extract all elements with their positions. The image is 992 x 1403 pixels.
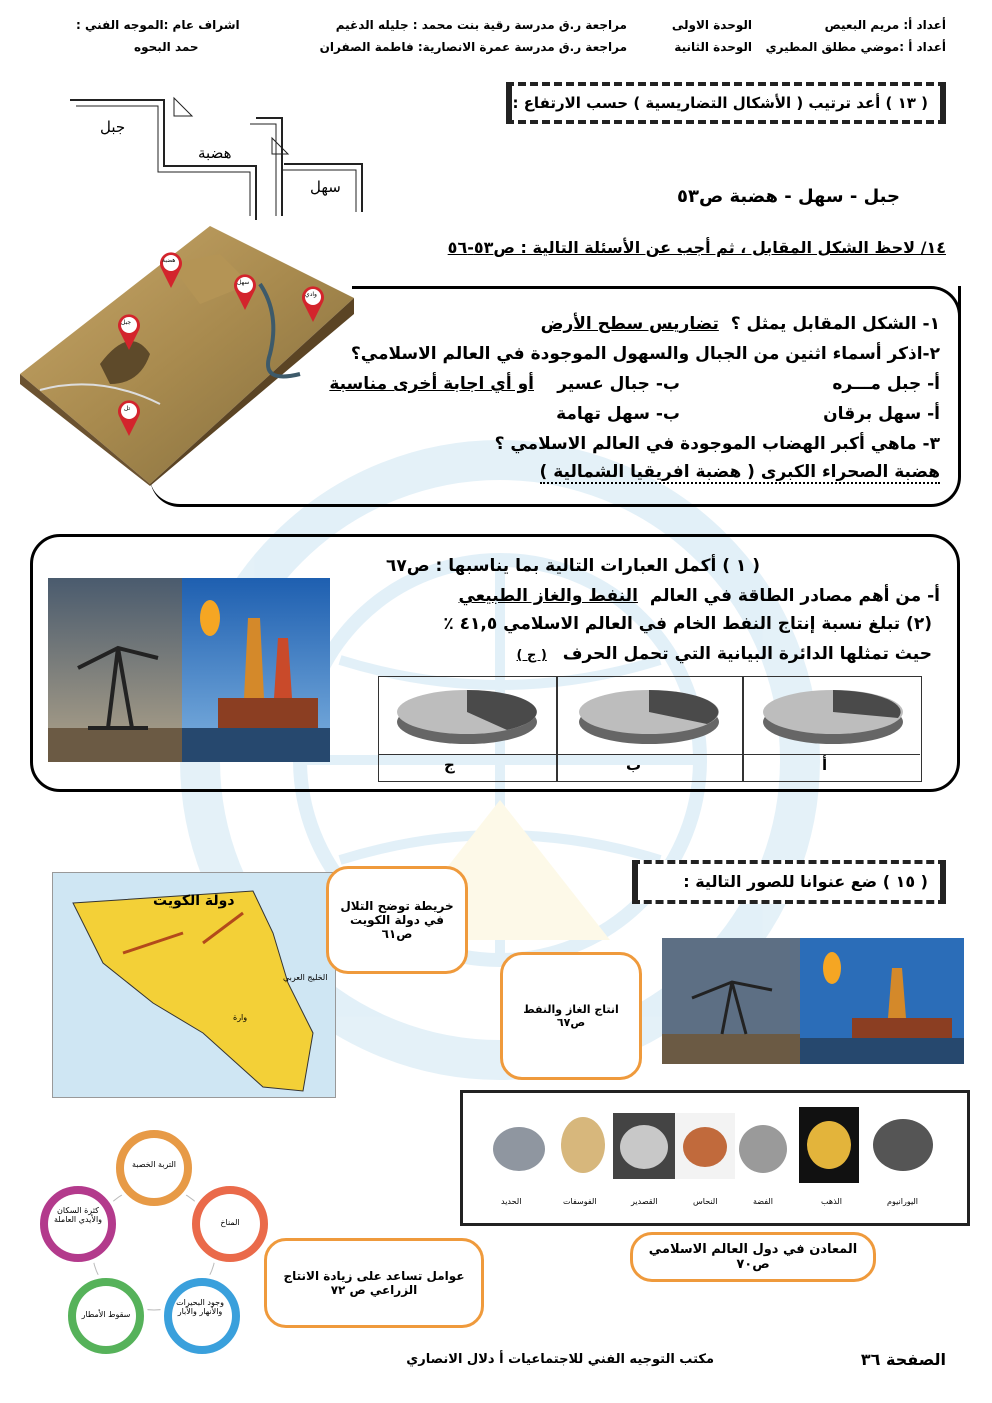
terrain-pin-hill <box>116 398 142 436</box>
agri-petal-soil: التربة الخصبة <box>131 1160 176 1169</box>
mineral-label: الفوسفات <box>563 1197 597 1206</box>
pie-label-b: ب <box>626 756 642 774</box>
terrain-pin-plateau <box>158 250 184 288</box>
mineral-label: الذهب <box>821 1197 842 1206</box>
pie-chart-a <box>758 682 908 748</box>
q14-line1-question: ١- الشكل المقابل يمثل ؟ <box>730 314 940 334</box>
pie-cell-divider <box>378 754 920 755</box>
kuwait-map-gulf: الخليج العربي <box>283 973 328 982</box>
q14-line1 <box>541 314 940 334</box>
complete-line-a-answer: النفط والغاز الطبيعي <box>458 586 638 606</box>
pin-label: سهل <box>237 279 250 286</box>
step-label-plain: سهل <box>310 178 341 196</box>
pin-label: تل <box>124 405 131 412</box>
complete-line-a <box>458 586 940 606</box>
step-label-plateau: هضبة <box>198 144 232 162</box>
minerals-caption: المعادن في دول العالم الاسلامي ص٧٠ <box>630 1232 876 1282</box>
complete-line-2: (٢) تبلغ نسبة إنتاج النفط الخام في العالم الاسلامي ٤١,٥ ٪ <box>443 614 932 634</box>
complete-line-3-answer: ( ج ) <box>516 648 547 663</box>
pie-chart-c <box>392 682 542 748</box>
q15-prompt: ( ١٥ ) ضع عنوانا للصور التالية : <box>632 860 946 904</box>
q14-prompt: ١٤/ لاحظ الشكل المقابل ، ثم أجب عن الأسئلة التالية : ص٥٣-٥٦ <box>447 238 946 257</box>
q14-line3-b: ب- جبال عسير <box>557 374 680 394</box>
oil-caption: انتاج الغاز والنفط ص٦٧ <box>500 952 642 1080</box>
terrain-pin-plain <box>232 272 258 310</box>
q14-line4-a: أ- سهل برقان <box>823 404 940 424</box>
kuwait-map-title: دولة الكويت <box>153 893 235 909</box>
header-prep-a: أعداد أ: مريم البعيص <box>824 18 946 32</box>
agri-caption: عوامل تساعد على زيادة الانتاج الزراعي ص ٧٢ <box>264 1238 484 1328</box>
pin-label: وادي <box>305 291 317 298</box>
header-review2: مراجعة ر.ق مدرسة عمرة الانصارية: فاطمة الصفران <box>319 40 627 54</box>
terrain-pin-mountain <box>116 312 142 350</box>
complete-title: ( ١ ) أكمل العبارات التالية بما يناسبها : ص٦٧ <box>385 556 760 576</box>
mineral-label: القصدير <box>631 1197 658 1206</box>
agri-petal-water: وجود البحيرات والأنهار والآبار <box>176 1298 224 1316</box>
mineral-label: اليورانيوم <box>887 1197 919 1206</box>
q14-line5: ٣- ماهي أكبر الهضاب الموجودة في العالم الاسلامي ؟ <box>494 434 940 454</box>
footer-page: الصفحة ٣٦ <box>860 1350 946 1369</box>
header-prep-b: أعداد أ :موضي مطلق المطيري <box>765 40 946 54</box>
oil-photo-top <box>48 578 330 762</box>
header-supervisor: اشراف عام :الموجه الفني : <box>76 18 240 32</box>
pie-label-a: أ <box>822 756 828 774</box>
header-review1: مراجعة ر.ق مدرسة رقية بنت محمد : جليله الدغيم <box>335 18 627 32</box>
complete-line-3 <box>517 644 933 664</box>
agri-petal-rain: سقوط الأمطار <box>81 1310 131 1319</box>
q14-line6: هضبة الصحراء الكبرى ( هضبة افريقيا الشمالية ) <box>539 462 940 482</box>
header-unit1: الوحدة الاولى <box>671 18 752 32</box>
q14-line3-c: أو أي اجابة أخرى مناسبة <box>329 374 534 394</box>
q14-line1-answer: تضاريس سطح الأرض <box>540 314 719 334</box>
mineral-label: النحاس <box>693 1197 718 1206</box>
pin-label: هضبة <box>162 257 176 264</box>
q14-line3-a: أ- جبل مـــره <box>832 374 940 394</box>
step-label-mountain: جبل <box>100 118 126 136</box>
header-supervisor-name: حمد البحوه <box>134 40 199 54</box>
minerals-image <box>460 1090 970 1226</box>
pin-label: جبل <box>121 319 132 326</box>
kuwait-map-image <box>52 872 336 1098</box>
agri-petal-climate: المناخ <box>220 1218 240 1227</box>
footer-office: مكتب التوجيه الفني للاجتماعيات أ دلال الانصاري <box>406 1352 714 1367</box>
mineral-label: الفضة <box>753 1197 773 1206</box>
terrain-pin-valley <box>300 284 326 322</box>
complete-line-3-text: حيث تمثلها الدائرة البيانية التي تحمل الحرف <box>562 644 932 664</box>
header-unit2: الوحدة الثانية <box>674 40 752 54</box>
terrain-model-image <box>20 224 354 486</box>
oil-photo-bottom <box>662 938 964 1064</box>
q14-line4-b: ب- سهل تهامة <box>556 404 680 424</box>
pie-label-c: ج <box>444 756 455 774</box>
agri-petal-population: كثرة السكان والأيدي العاملة <box>53 1206 103 1224</box>
mineral-label: الحديد <box>501 1197 522 1206</box>
complete-line-a-question: أ- من أهم مصادر الطاقة في العالم <box>649 586 940 606</box>
pie-chart-b <box>574 682 724 748</box>
q13-prompt: ( ١٣ ) أعد ترتيب ( الأشكال التضاريسية ) حسب الارتفاع : <box>506 82 946 124</box>
q13-answer: جبل - سهل - هضبة ص٥٣ <box>677 186 900 207</box>
q14-line2: ٢-اذكر أسماء اثنين من الجبال والسهول الموجودة في العالم الاسلامي؟ <box>350 344 940 364</box>
kuwait-caption: خريطة توضح التلال في دولة الكويت ص٦١ <box>326 866 468 974</box>
kuwait-map-place: وارة <box>233 1013 248 1022</box>
